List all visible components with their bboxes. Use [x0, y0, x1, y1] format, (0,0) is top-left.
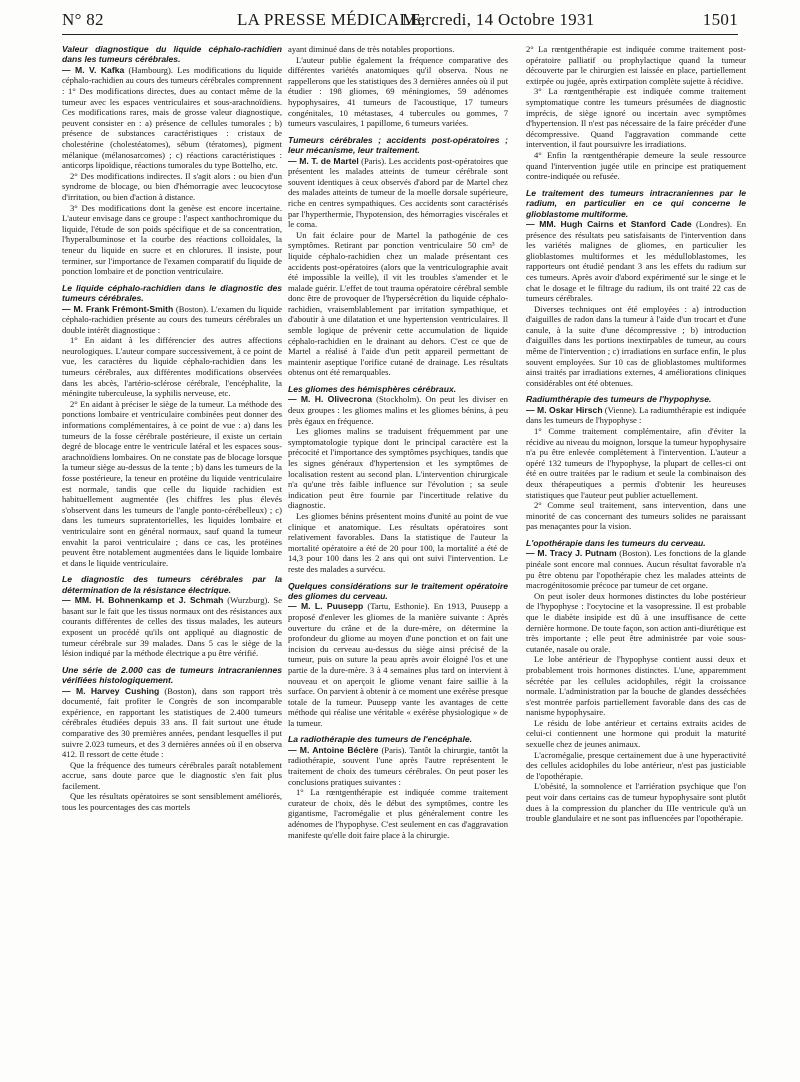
- paragraph-text: Les accidents post-opératoires que présentent les malades atteints de tumeur cérébrale sont souvent identiques à ceux observés d'abord par de Martel chez des malades atteints de tumeur de la moelle dorsale supérieure, riche en centres sympathiques. Ces accidents sont caractérisés par l'hyperthermie, l'hypotension, des hémorragies viscérales et le coma.: [288, 155, 508, 230]
- article: [526, 44, 746, 182]
- article-title: L'opothérapie dans les tumeurs du cerveau.: [526, 537, 706, 548]
- paragraph: [62, 686, 282, 760]
- paragraph: [288, 394, 508, 426]
- paragraph: L'acromégalie, presque certainement due à une hyperactivité des cellules acidophiles du lobe antérieur, n'est pas justiciable de l'opothérapie.: [526, 749, 746, 781]
- article-title: Tumeurs cérébrales ; accidents post-opératoires ; leur mécanisme, leur traitement.: [288, 134, 508, 156]
- article: [288, 384, 508, 575]
- paragraph: L'auteur publie également la fréquence comparative des différentes variétés anatomiques qu'il observa. Nous ne rappellerons que les statistiques des 3 dernières années où il put étudier : 198 gliomes, 69 méningiomes, 59 adénomes hypophysaires, 41 tumeurs de l'acoustique, 17 tumeurs congénitales, 10 métastases, 4 tubercules ou gommes, 7 tumeurs vasculaires, 1 papillome, 6 tumeurs variées.: [288, 54, 508, 129]
- paragraph: 2° Comme seul traitement, sans intervention, dans une minorité de cas concernant des tumeurs solides ne paraissant pas menaçantes pour la vision.: [526, 500, 746, 532]
- article-authors: — MM. H. Bohnenkamp et J. Schmah: [62, 595, 224, 606]
- article: [526, 538, 746, 824]
- article-title: Les gliomes des hémisphères cérébraux.: [288, 384, 457, 395]
- issue-number: N° 82: [62, 10, 104, 29]
- column-2: [288, 44, 508, 1074]
- article-location: (Paris).: [381, 744, 407, 755]
- article-location: (Tartu, Esthonie).: [367, 601, 430, 612]
- article-authors: — M. V. Kafka: [62, 64, 125, 75]
- paragraph: Que les résultats opératoires se sont sensiblement améliorés, tous les pourcentages des cas mortels: [62, 791, 282, 813]
- article-title: Quelques considérations sur le traitement opératoire des gliomes du cerveau.: [288, 580, 508, 601]
- paragraph: [288, 745, 508, 787]
- paragraph: ayant diminué dans de très notables proportions.: [288, 44, 455, 54]
- article-title: Le traitement des tumeurs intracraniennes par le radium, en particulier en ce qui concerne le glioblastome multiforme.: [526, 187, 746, 219]
- paragraph: 2° Des modifications indirectes. Il s'agit alors : ou bien d'un syndrome de blocage, ou bien d'hémorragie avec leucocytose d'irritation, ou bien d'action à distance.: [62, 170, 282, 202]
- paragraph: [288, 156, 508, 230]
- paragraph: Le résidu de lobe antérieur et certains extraits acides de celui-ci contiennent une hormone qui produit la maturité sexuelle chez de jeunes animaux.: [526, 717, 746, 750]
- article-authors: — M. L. Puusepp: [288, 601, 364, 612]
- paragraph: 1° Comme traitement complémentaire, afin d'éviter la récidive au niveau du moignon, lorsque la tumeur hypophysaire n'a pu être enlevée complètement à l'intervention. L'auteur a opéré 132 tumeurs de l'hypophyse, la plupart de celles-ci ont été en outre traitées par le radium et seule la combinaison des deux thérapeutiques a permis d'obtenir les heureuses statistiques que l'auteur peut publier actuellement.: [526, 426, 746, 500]
- paragraph: [62, 304, 282, 336]
- paragraph-text: On peut les diviser en deux groupes : les gliomes malins et les gliomes bénins, à peu près égaux en fréquence.: [288, 394, 508, 426]
- paragraph: 2° En aidant à préciser le siège de la tumeur. La méthode des ponctions lombaire et ventriculaire combinées peut donner des informations complémentaires, à ce point de vue : a) dans les tumeurs de la fosse cérébrale postérieure, il existe un certain degré de blocage entre le ventricule latéral et les espaces sous-arachnoïdiens lombaires. On ne constate pas de blocage lorsque la tumeur siège au-dessus de la tente ; b) dans les tumeurs de la fosse postérieure, la teneur en protéine du liquide ventriculaire est normale, tandis que celle du liquide rachidien est habituellement augmentée (les chiffres les plus élevés s'observent dans les tumeurs de l'angle ponto-cérébelleux) ; c) dans les tumeurs supratentorielles, les liquides lombaire et ventriculaire sont en général normaux, sauf quand la tumeur envahit la paroi ventriculaire ; dans ce cas, les protéines peuvent être notablement augmentées dans le liquide lombaire et dans le liquide ventriculaire.: [62, 398, 282, 568]
- article-authors: — M. Oskar Hirsch: [526, 404, 603, 415]
- paragraph: 1° La rœntgenthérapie est indiquée comme traitement curateur de choix, dès le début des symptômes, contre les gigantisme, l'acromégalie et plus généralement contre les adénomes de l'hypophyse. C'est seulement en cas d'aggravation manifeste qu'elle doit faire place à la chirurgie.: [288, 787, 508, 840]
- article: [62, 44, 282, 277]
- paragraph: [526, 219, 746, 304]
- issue-date: Mercredi, 14 Octobre 1931: [402, 10, 595, 29]
- article-authors: — M. Tracy J. Putnam: [526, 548, 617, 559]
- paragraph-text: Se basant sur le fait que les tissus normaux ont des résistances aux courants différentes de celles des tissus malades, les auteurs exposent un procédé qu'ils ont appliqué au diagnostic de tumeur cérébrale sur 39 malades. Dans 5 cas le siège de la lésion indiqué par la méthode électrique a pu être vérifié.: [62, 595, 282, 659]
- article: [62, 283, 282, 569]
- article-location: (Boston).: [619, 548, 652, 559]
- article-location: (Londres).: [696, 218, 733, 229]
- article: [288, 734, 508, 840]
- page-number: 1501: [702, 10, 738, 29]
- paragraph: Le lobe antérieur de l'hypophyse contient aussi deux et probablement trois hormones distinctes. L'une, apparemment sécrétée par les cellules acidophiles, régit la croissance normale. L'administration par la bouche de glandes desséchées s'est montrée parfois partiellement favorable dans des cas de nanisme hypophysaire.: [526, 654, 746, 718]
- paragraph-text: Les modifications du liquide céphalo-rachidien au cours des tumeurs cérébrales comprennent : 1° Des modifications directes, dues au contact même de la tumeur avec les espaces ventriculaires et sous-arachnoïdiens. Ces modifications rares, mais de grosse valeur diagnostique, peuvent consister en : a) présence de cellules tumorales ; b) présence de substances caractéristiques : cristaux de cholestérine (cholestéatomes), sébum (tératomes), pigment mélanique (mélanosarcomes) ; c) réactions caractéristiques : anticorps lipoïdique, réactions tumorales du type Bottelho, etc.: [62, 64, 282, 171]
- article-authors: — MM. Hugh Cairns et Stanford Cade: [526, 218, 692, 229]
- column-3: [526, 44, 746, 1074]
- paragraph-text: Les fonctions de la glande pinéale sont encore mal connues. Aucun résultat favorable n'a pu être obtenu par l'opothérapie chez les malades atteints de macrogénitosomie précoce par tumeur de cet organe.: [526, 548, 746, 591]
- article: [288, 135, 508, 378]
- paragraph: Les gliomes malins se traduisent fréquemment par une symptomatologie typique dont le principal caractère est la précocité et l'importance des symptômes psychiques, tandis que les signes généraux d'hypertension et les symptômes de localisation restent au second plan. L'intervention chirurgicale n'a qu'une très faible influence sur l'évolution ; sa seule indication peut être fournie par l'incertitude relative du diagnostic.: [288, 426, 508, 511]
- article-location: (Hambourg).: [128, 64, 173, 75]
- paragraph: On peut isoler deux hormones distinctes du lobe postérieur de l'hypophyse : l'ocytocine et la vasopressine. Il est probable que le diabète insipide est dû à une insuffisance de cette dernière hormone. De toute façon, son action anti-diurétique est très importante ; elle peut être administrée par voie sous-cutanée, nasale ou orale.: [526, 590, 746, 654]
- article-title: Une série de 2.000 cas de tumeurs intracraniennes vérifiées histologiquement.: [62, 664, 282, 686]
- paragraph: 3° La rœntgenthérapie est indiquée comme traitement symptomatique contre les tumeurs présumées de diagnostic imprécis, de siège ignoré ou incertain avec symptômes d'hypertension. Il n'est pas nécessaire de la faire précéder d'une décompressive. Quand l'aggravation commande cette intervention, il faut poursuivre les irradiations.: [526, 86, 746, 150]
- article-title: Le diagnostic des tumeurs cérébrales par la détermination de la résistance électrique.: [62, 574, 282, 595]
- article-location: (Stockholm).: [376, 394, 422, 405]
- page-header: [62, 8, 738, 35]
- paragraph: [62, 65, 282, 171]
- paragraph-text: dans son rapport très documenté, fait profiter le Congrès de son incomparable expérience, en rapportant les statistiques de 2.400 tumeurs cérébrales étudiées depuis 33 ans. Il fait surtout une étude comparative des 30 premières années, pendant lesquelles il put suivre 2.023 tumeurs, et des 3 dernières années où il en observa 412. Il ressort de cette étude :: [62, 685, 282, 760]
- article: [288, 581, 508, 729]
- article-authors: — M. H. Olivecrona: [288, 394, 373, 405]
- paragraph: Les gliomes bénins présentent moins d'unité au point de vue clinique et anatomique. Les résultats opératoires sont relativement favorables. Dans la statistique de l'auteur la mortalité opératoire a été de 20 pour 100, la mortalité a été de 14,3 pour 100 dans les 2 ans qui ont suivi l'intervention. Le reste des malades a survécu.: [288, 510, 508, 574]
- paragraph: [526, 405, 746, 426]
- paragraph: 2° La rœntgenthérapie est indiquée comme traitement post-opératoire palliatif ou prophylactique quand la tumeur découverte par le chirurgien est laissée en place, partiellement extirpée ou jugée, après extirpation complète sujette à récidive.: [526, 44, 746, 86]
- journal-title: LA PRESSE MÉDICALE,: [237, 10, 426, 29]
- paragraph-text: L'examen du liquide céphalo-rachidien présente au cours des tumeurs cérébrales un double intérêt diagnostique :: [62, 303, 282, 335]
- article-title: La radiothérapie des tumeurs de l'encéphale.: [288, 734, 473, 745]
- article-authors: — M. Harvey Cushing: [62, 685, 160, 696]
- article: [526, 394, 746, 532]
- article: [62, 574, 282, 658]
- article-authors: — M. Antoine Béclère: [288, 744, 379, 755]
- article-location: (Paris).: [361, 155, 387, 166]
- article-location: (Boston),: [164, 685, 197, 696]
- paragraph: [62, 595, 282, 659]
- paragraph: [288, 601, 508, 728]
- article-location: (Vienne).: [604, 404, 637, 415]
- paragraph: L'obésité, la somnolence et l'arriération psychique que l'on peut voir dans certains cas de tumeur hypophysaire sont plutôt dues à la compression du plancher du IIIe ventricule qu'à un trouble glandulaire et ne sont pas influencées par l'opothérapie.: [526, 781, 746, 824]
- paragraph: [526, 548, 746, 590]
- paragraph-text: En 1913, Puusepp a proposé d'enlever les gliomes de la manière suivante : Après ouverture du crâne et de la dure-mère, on détermine la profondeur du gliome au moyen d'une ponction et on fait une incision du cerveau au-dessus du siège ainsi précisé de la tumeur, puis on suture la peau après avoir éloigné l'os et une partie de la dure-mère. 3 à 4 semaines plus tard on intervient à nouveau et on aperçoit le gliome venant faire saillie à la surface. On parvient à obtenir à ce moment une exérèse presque totale de la tumeur. Puusepp vante les avantages de cette méthode qui réalise une véritable « exérèse physiologique » de la tumeur.: [288, 601, 508, 728]
- paragraph-text: En présence des résultats peu satisfaisants de l'intervention dans les variétés malignes de gliomes, en particulier les glioblastomes multiformes et les médulloblastomes, les rapporteurs ont étudié pendant 3 ans les effets du radium sur ces tumeurs. Après avoir d'abord expérimenté sur le singe et le chat le dosage et le filtrage du radium, ils ont traité 22 cas de tumeurs cérébrales.: [526, 218, 746, 304]
- article: [62, 665, 282, 813]
- paragraph-text: Tantôt la chirurgie, tantôt la radiothérapie, souvent l'une après l'autre représentent le traitement de choix des tumeurs cérébrales. On peut poser les conclusions pratiques suivantes :: [288, 744, 508, 787]
- article-authors: — M. Frank Frémont-Smith: [62, 303, 174, 314]
- article: [288, 44, 508, 129]
- paragraph: Diverses techniques ont été employées : a) introduction d'aiguilles de radon dans la tumeur à l'aide d'un trocart et d'une canule, à la suite d'une décompressive ; b) introduction d'aiguilles dans les portions inextirpables de tumeur, au cours même de l'intervention ; c) irradiations en surface enfin, le plus souvent employées. Sur 10 cas de glioblastomes multiformes ainsi traités par irradiations externes, 4 améliorations cliniques considérables ont été obtenues.: [526, 303, 746, 388]
- paragraph: Que la fréquence des tumeurs cérébrales paraît notablement accrue, sans doute parce que le diagnostic s'en fait plus facilement.: [62, 759, 282, 791]
- paragraph-text: La radiumthérapie est indiquée dans les tumeurs de l'hypophyse :: [526, 404, 746, 426]
- paragraph: 4° Enfin la rœntgenthérapie demeure la seule ressource quand l'intervention jugée utile en principe est pratiquement contre-indiquée ou refusée.: [526, 149, 746, 182]
- paragraph: 3° Des modifications dont la genèse est encore incertaine. L'auteur envisage dans ce groupe : l'aspect xanthochromique du liquide, l'étude de son poids spécifique et de sa concentration, l'hyperalbuminose et la courbe des réactions colloïdales, la teneur du liquide en sucre et en chlorures. Il insiste, pour terminer, sur l'importance de l'examen comparatif du liquide de ponction lombaire et de ponction ventriculaire.: [62, 202, 282, 277]
- article-title: Radiumthérapie des tumeurs de l'hypophyse.: [526, 394, 712, 405]
- article-location: (Boston).: [175, 303, 209, 314]
- article-title: Valeur diagnostique du liquide céphalo-rachidien dans les tumeurs cérébrales.: [62, 44, 282, 65]
- article: [526, 188, 746, 389]
- article-location: (Wurzburg).: [227, 595, 270, 606]
- paragraph: 1° En aidant à les différencier des autres affections neurologiques. L'auteur compare successivement, à ce point de vue, les caractères du liquide céphalo-rachidien dans les tumeurs cérébrales, aux différentes modifications observées dans les abcès, l'artério-sclérose cérébrale, l'encéphalite, la méningite tuberculeuse, la syphilis nerveuse, etc.: [62, 335, 282, 399]
- paragraph: Un fait éclaire pour de Martel la pathogénie de ces symptômes. Retirant par ponction ventriculaire 50 cm³ de liquide céphalo-rachidien chez un malade présentant ces accidents post-opératoires (alors que la ventriculographie avait été impossible la veille), il vit les troubles s'amender et le malade guérir. L'effet de tout trauma opératoire cérébral semble donc être de provoquer de l'hypersécrétion du liquide céphalo-rachidien, vraisemblablement par irritation sympathique, et d'aboutir à une dilatation et une hypertension ventriculaires. Il semble logique de prévenir cette accumulation de liquide céphalo-rachidien en le drainant au dehors. C'est ce que de Martel a réalisé à l'aide d'un petit appareil permettant de maintenir aseptique l'orifice cutané de drainage. Les résultats obtenus ont été remarquables.: [288, 229, 508, 378]
- column-1: [62, 44, 282, 1074]
- article-title: Le liquide céphalo-rachidien dans le diagnostic des tumeurs cérébrales.: [62, 282, 282, 304]
- article-authors: — M. T. de Martel: [288, 155, 359, 166]
